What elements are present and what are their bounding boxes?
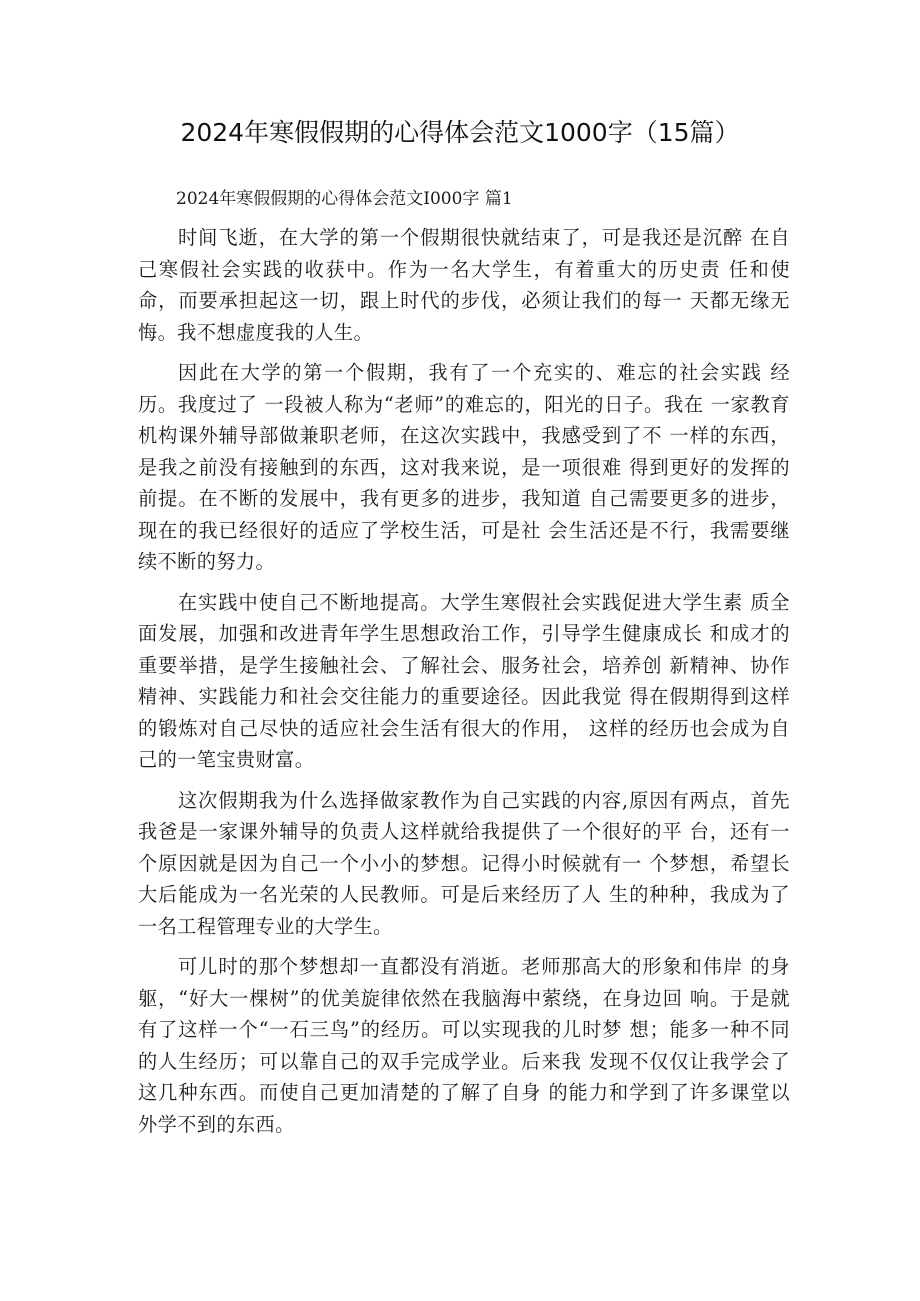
paragraph-5: 可儿时的那个梦想却一直都没有消逝。老师那高大的形象和伟岸 的身躯，“好大一棵树”的优美旋律依然在我脑海中萦绕，在身边回 响。于是就有了这样一个“一石三鸟”的经历。可以实现我的儿时梦 想；能多一种不同的人生经历；可以靠自己的双手完成学业。后来我 发现不仅仅让我学会了这几种东西。而使自己更加清楚的了解了自身 的能力和学到了许多课堂以外学不到的东西。 bbox=[138, 955, 790, 1136]
paragraph-2: 因此在大学的第一个假期，我有了一个充实的、难忘的社会实践 经历。我度过了 一段被人称为“老师”的难忘的，阳光的日子。我在 一家教育机构课外辅导部做兼职老师，在这次实践中，我感受到了不 一样的东西，是我之前没有接触到的东西，这对我来说，是一项很难 得到更好的发挥的前提。在不断的发展中，我有更多的进步，我知道 自己需要更多的进步，现在的我已经很好的适应了学校生活，可是社 会生活还是不行，我需要继续不断的努力。 bbox=[138, 361, 790, 573]
paragraph-3: 在实践中使自己不断地提高。大学生寒假社会实践促进大学生素 质全面发展，加强和改进青年学生思想政治工作，引导学生健康成长 和成才的重要举措，是学生接触社会、了解社会、服务社会，培养创 新精神、协作精神、实践能力和社会交往能力的重要途径。因此我觉 得在假期得到这样的锻炼对自己尽快的适应社会生活有很大的作用， 这样的经历也会成为自己的一笔宝贵财富。 bbox=[138, 590, 790, 771]
section-heading: 2024年寒假假期的心得体会范文I000字 篇1 bbox=[176, 189, 513, 209]
paragraph-4: 这次假期我为什么选择做家教作为自己实践的内容,原因有两点，首先我爸是一家课外辅导的负责人这样就给我提供了一个很好的平 台，还有一个原因就是因为自己一个小小的梦想。记得小时候就有一 个梦想，希望长大后能成为一名光荣的人民教师。可是后来经历了人 生的种种，我成为了一名工程管理专业的大学生。 bbox=[138, 788, 790, 938]
document-title: 2024年寒假假期的心得体会范文1000字（15篇） bbox=[180, 118, 740, 147]
paragraph-1: 时间飞逝，在大学的第一个假期很快就结束了，可是我还是沉醉 在自己寒假社会实践的收获中。作为一名大学生，有着重大的历史责 任和使命，而要承担起这一切，跟上时代的步伐，必须让我们的每一 天都无缘无悔。我不想虚度我的人生。 bbox=[138, 226, 790, 344]
article-body bbox=[138, 222, 790, 1149]
